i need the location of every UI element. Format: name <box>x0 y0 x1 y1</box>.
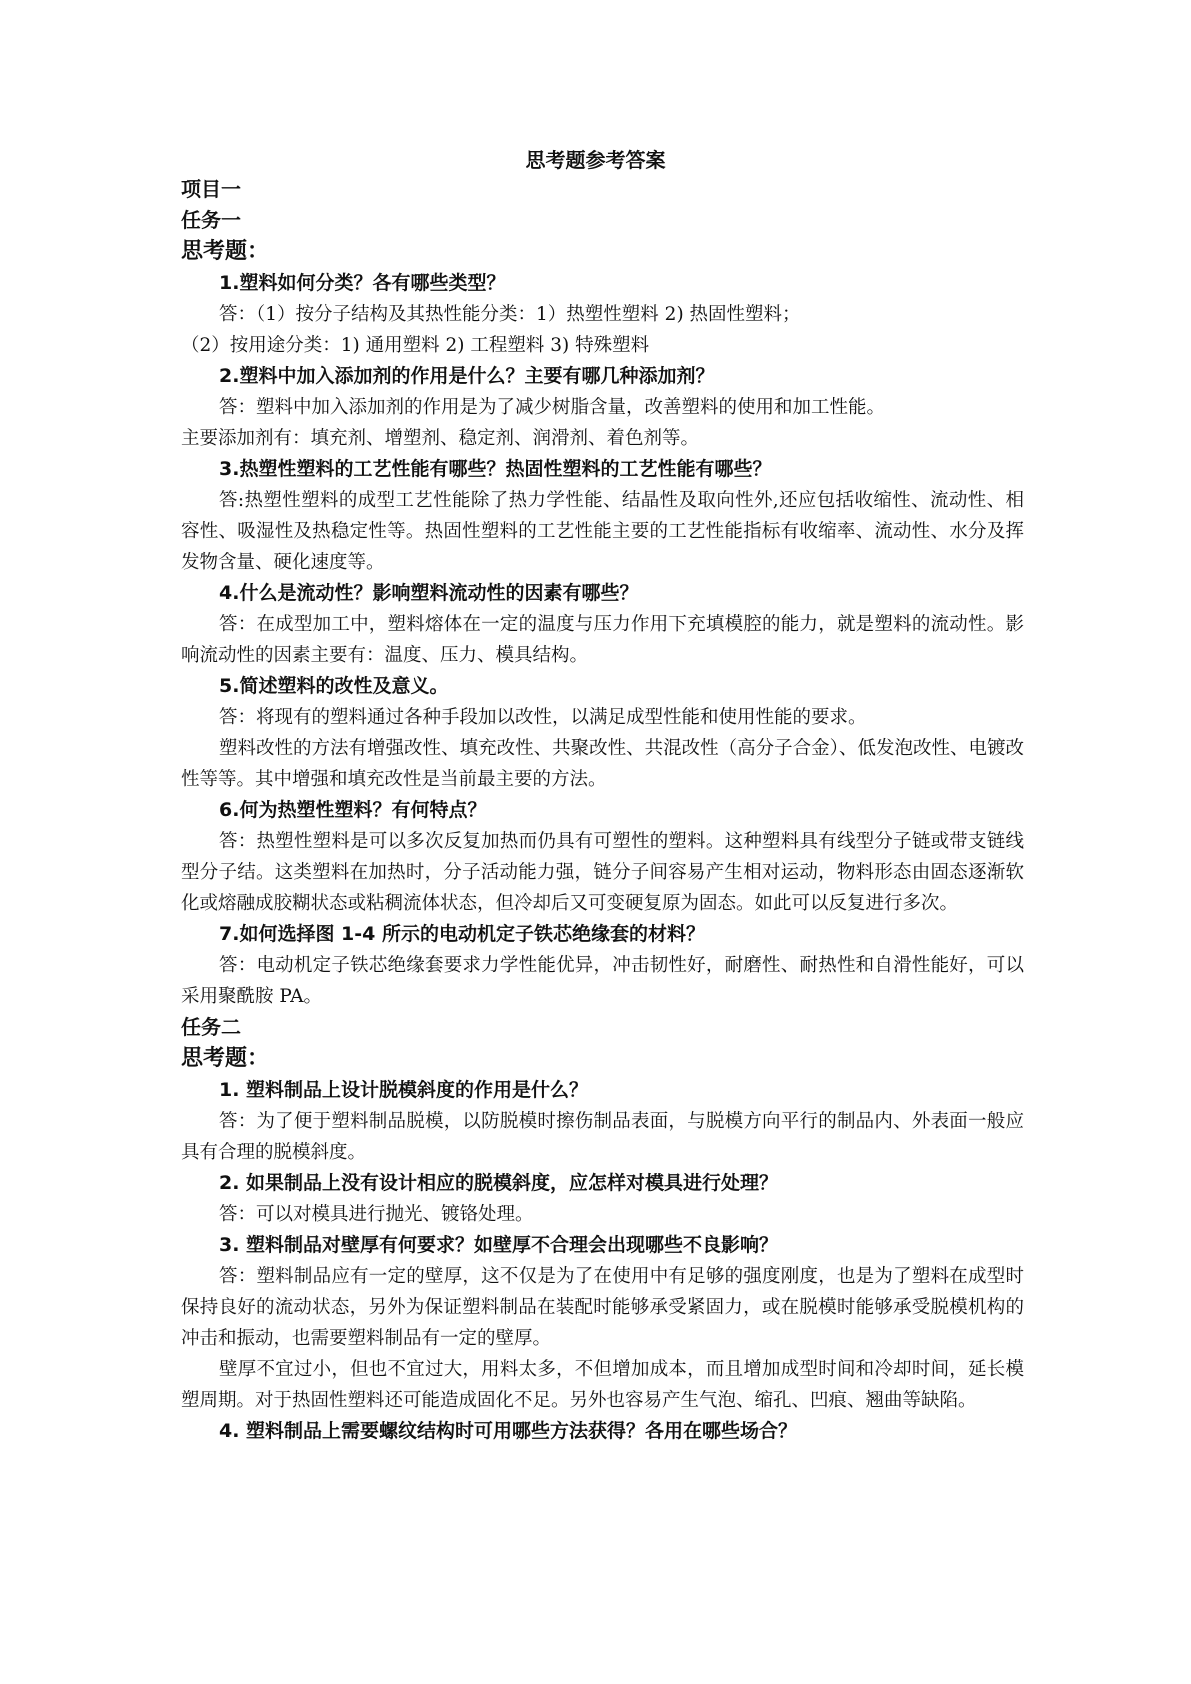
project-heading: 项目一 <box>181 177 241 201</box>
answer-paragraph: 答：在成型加工中，塑料熔体在一定的温度与压力作用下充填模腔的能力，就是塑料的流动性。影响流动性的因素主要有：温度、压力、模具结构。 <box>181 614 1024 666</box>
answer-paragraph: 主要添加剂有：填充剂、增塑剂、稳定剂、润滑剂、着色剂等。 <box>181 428 700 449</box>
question: 3.热塑性塑料的工艺性能有哪些？热固性塑料的工艺性能有哪些？ <box>219 458 772 480</box>
task-heading: 任务二 <box>181 1015 241 1039</box>
question: 6.何为热塑性塑料？有何特点？ <box>219 799 487 821</box>
section-subheading: 思考题： <box>181 1046 270 1071</box>
question: 2.塑料中加入添加剂的作用是什么？主要有哪几种添加剂？ <box>219 365 715 387</box>
answer-paragraph: 答：热塑性塑料是可以多次反复加热而仍具有可塑性的塑料。这种塑料具有线型分子链或带支链线型分子结。这类塑料在加热时，分子活动能力强，链分子间容易产生相对运动，物料形态由固态逐渐软化或熔融成胶糊状态或粘稠流体状态，但冷却后又可变硬复原为固态。如此可以反复进行多次。 <box>181 831 1024 914</box>
answer-paragraph: 答：（1）按分子结构及其热性能分类：1）热塑性塑料 2) 热固性塑料； <box>219 304 801 325</box>
answer-paragraph: （2）按用途分类：1) 通用塑料 2) 工程塑料 3) 特殊塑料 <box>181 335 650 356</box>
answer-paragraph: 答：电动机定子铁芯绝缘套要求力学性能优异，冲击韧性好，耐磨性、耐热性和自滑性能好，可以采用聚酰胺 PA。 <box>181 955 1024 1007</box>
question: 3. 塑料制品对壁厚有何要求？如壁厚不合理会出现哪些不良影响？ <box>219 1234 779 1256</box>
question: 4. 塑料制品上需要螺纹结构时可用哪些方法获得？各用在哪些场合？ <box>219 1420 798 1442</box>
answer-paragraph: 答：塑料制品应有一定的壁厚，这不仅是为了在使用中有足够的强度刚度，也是为了塑料在成型时保持良好的流动状态，另外为保证塑料制品在装配时能够承受紧固力，或在脱模时能够承受脱模机构的冲击和振动，也需要塑料制品有一定的壁厚。 <box>181 1266 1024 1349</box>
answer-paragraph: 答：将现有的塑料通过各种手段加以改性，以满足成型性能和使用性能的要求。 <box>219 707 867 728</box>
question: 1. 塑料制品上设计脱模斜度的作用是什么？ <box>219 1079 589 1101</box>
section-subheading: 思考题： <box>181 239 270 264</box>
answer-paragraph: 答：为了便于塑料制品脱模，以防脱模时擦伤制品表面，与脱模方向平行的制品内、外表面一般应具有合理的脱模斜度。 <box>181 1111 1024 1163</box>
question: 1.塑料如何分类？各有哪些类型？ <box>219 272 506 294</box>
answer-paragraph: 答：可以对模具进行抛光、镀铬处理。 <box>219 1204 534 1225</box>
question: 7.如何选择图 1-4 所示的电动机定子铁芯绝缘套的材料？ <box>219 923 705 945</box>
question: 4.什么是流动性？影响塑料流动性的因素有哪些？ <box>219 582 639 604</box>
document-body <box>181 174 1024 1447</box>
answer-paragraph: 塑料改性的方法有增强改性、填充改性、共聚改性、共混改性（高分子合金）、低发泡改性、电镀改性等等。其中增强和填充改性是当前最主要的方法。 <box>181 738 1024 790</box>
answer-paragraph: 答：塑料中加入添加剂的作用是为了减少树脂含量，改善塑料的使用和加工性能。 <box>219 397 886 418</box>
answer-paragraph: 壁厚不宜过小，但也不宜过大，用料太多，不但增加成本，而且增加成型时间和冷却时间，延长模塑周期。对于热固性塑料还可能造成固化不足。另外也容易产生气泡、缩孔、凹痕、翘曲等缺陷。 <box>181 1359 1024 1411</box>
answer-paragraph: 答:热塑性塑料的成型工艺性能除了热力学性能、结晶性及取向性外,还应包括收缩性、流动性、相容性、吸湿性及热稳定性等。热固性塑料的工艺性能主要的工艺性能指标有收缩率、流动性、水分及挥发物含量、硬化速度等。 <box>181 490 1024 573</box>
question: 2. 如果制品上没有设计相应的脱模斜度，应怎样对模具进行处理？ <box>219 1172 779 1194</box>
question: 5.简述塑料的改性及意义。 <box>219 675 449 697</box>
task-heading: 任务一 <box>181 208 241 232</box>
document-title: 思考题参考答案 <box>525 148 666 172</box>
